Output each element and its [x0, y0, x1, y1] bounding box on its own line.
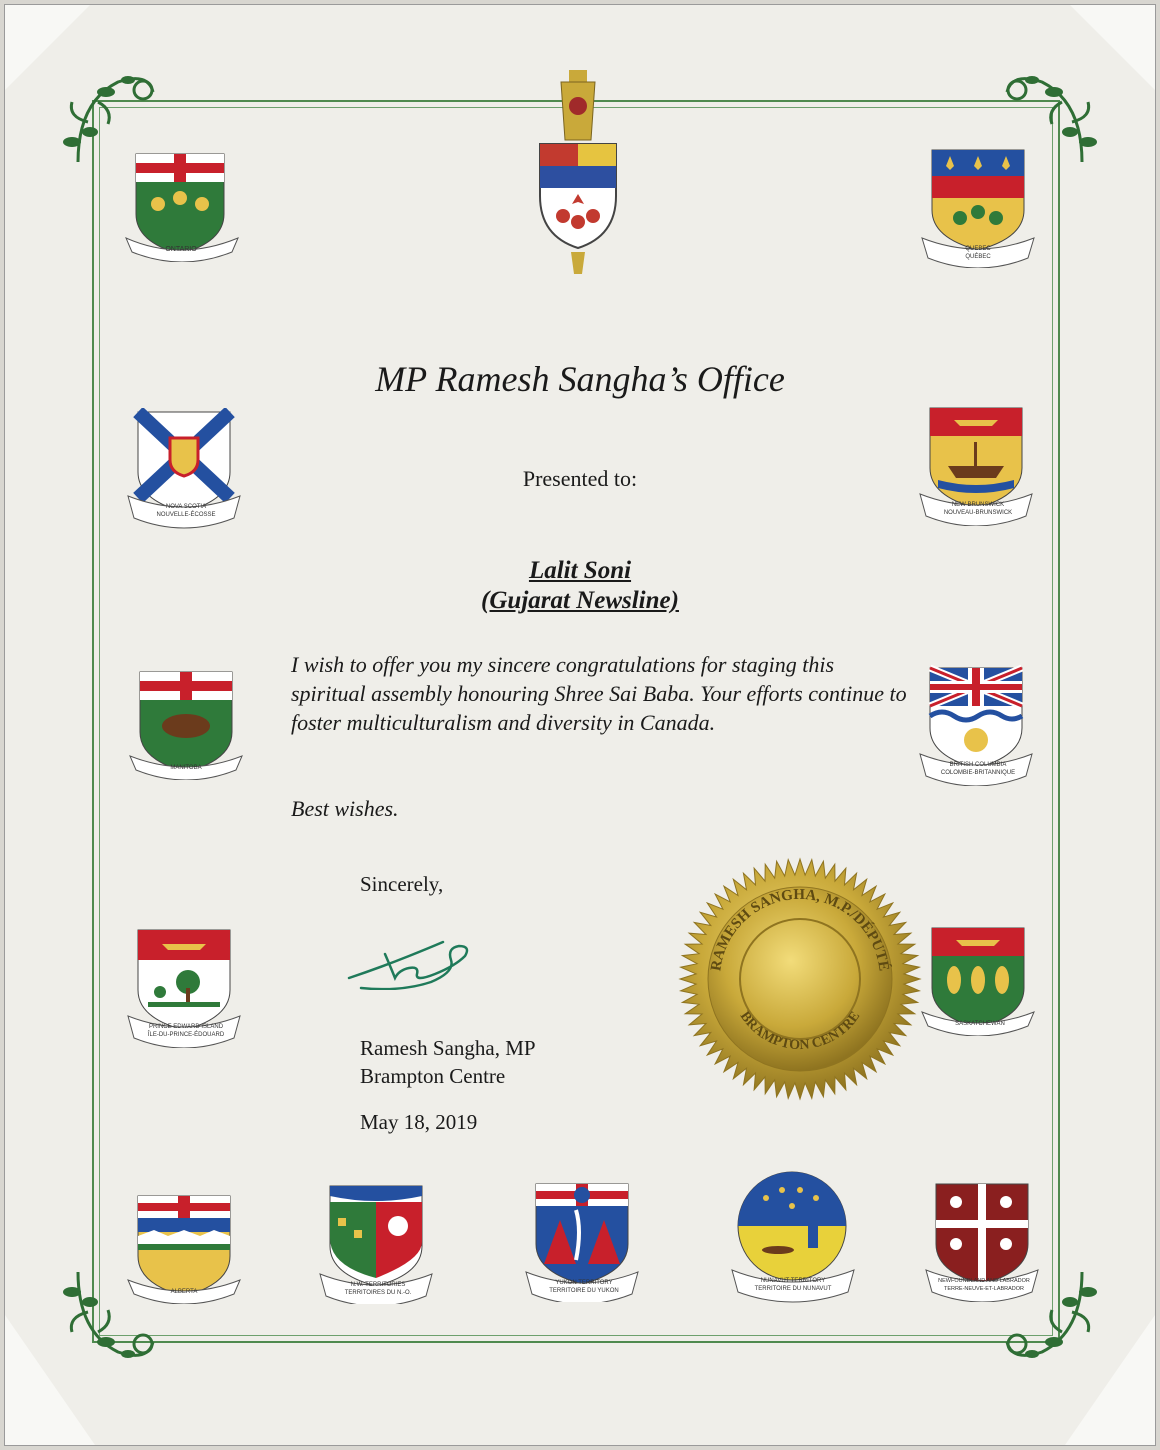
signer-block	[360, 1034, 536, 1090]
svg-text:PRINCE EDWARD ISLAND: PRINCE EDWARD ISLAND	[148, 1024, 224, 1030]
svg-text:ONTARIO: ONTARIO	[165, 246, 197, 253]
svg-text:YUKON TERRITORY: YUKON TERRITORY	[555, 1280, 613, 1286]
british-columbia-shield-icon	[918, 664, 1034, 786]
signer-name: Ramesh Sangha, MP	[360, 1036, 536, 1060]
svg-text:QUEBEC: QUEBEC	[965, 246, 991, 252]
crest-british-columbia	[918, 664, 1028, 784]
svg-text:N.W. TERRITORIES: N.W. TERRITORIES	[350, 1282, 406, 1288]
crest-prince-edward-island	[126, 926, 236, 1046]
svg-text:RAMESH SANGHA, M.P./DÉPUTÉ: RAMESH SANGHA, M.P./DÉPUTÉ	[708, 886, 892, 973]
svg-text:BRITISH COLUMBIA: BRITISH COLUMBIA	[949, 762, 1007, 768]
alberta-shield-icon	[126, 1192, 242, 1304]
crest-saskatchewan	[920, 924, 1030, 1044]
svg-text:TERRE-NEUVE-ET-LABRADOR: TERRE-NEUVE-ET-LABRADOR	[943, 1286, 1025, 1292]
crest-new-brunswick	[918, 404, 1028, 524]
svg-text:NUNAVUT TERRITORY: NUNAVUT TERRITORY	[760, 1278, 826, 1284]
svg-text:NOVA SCOTIA: NOVA SCOTIA	[165, 504, 207, 510]
canada-coat-of-arms-icon	[535, 66, 621, 282]
gold-seal	[678, 857, 922, 1101]
crest-newfoundland-labrador	[924, 1180, 1034, 1300]
crest-nunavut	[730, 1168, 858, 1304]
crest-northwest-territories	[318, 1182, 428, 1302]
svg-text:ALBERTA: ALBERTA	[170, 1289, 198, 1295]
svg-text:NOUVELLE-ÉCOSSE: NOUVELLE-ÉCOSSE	[156, 512, 216, 518]
crest-alberta	[126, 1192, 236, 1312]
svg-text:BRAMPTON CENTRE: BRAMPTON CENTRE	[736, 1009, 864, 1054]
certificate-date: May 18, 2019	[360, 1110, 478, 1134]
svg-text:TERRITOIRE DU NUNAVUT: TERRITOIRE DU NUNAVUT	[754, 1286, 832, 1292]
svg-text:COLOMBIE-BRITANNIQUE: COLOMBIE-BRITANNIQUE	[940, 770, 1016, 776]
presented-to-label: Presented to:	[522, 466, 638, 491]
crest-quebec	[920, 146, 1030, 266]
recipient-name: Lalit Soni	[528, 557, 632, 584]
svg-text:SASKATCHEWAN: SASKATCHEWAN	[955, 1021, 1005, 1027]
svg-text:TERRITOIRE DU YUKON: TERRITOIRE DU YUKON	[549, 1288, 619, 1294]
recipient-block	[0, 556, 1160, 616]
certificate-title: MP Ramesh Sangha’s Office	[375, 359, 785, 399]
svg-text:NEW BRUNSWICK: NEW BRUNSWICK	[951, 502, 1005, 508]
yukon-shield-icon	[524, 1180, 640, 1302]
svg-text:TERRITOIRES DU N.-O.: TERRITOIRES DU N.-O.	[344, 1290, 412, 1296]
recipient-organization: (Gujarat Newsline)	[481, 587, 679, 614]
manitoba-shield-icon	[128, 668, 244, 780]
pei-shield-icon	[126, 926, 242, 1048]
new-brunswick-shield-icon	[918, 404, 1034, 526]
crest-ontario	[124, 150, 234, 270]
svg-text:QUÉBEC: QUÉBEC	[965, 254, 991, 260]
closing-wish: Best wishes.	[291, 796, 399, 821]
nunavut-shield-icon	[730, 1168, 858, 1304]
crest-yukon	[524, 1180, 634, 1300]
svg-text:ÎLE-DU-PRINCE-ÉDOUARD: ÎLE-DU-PRINCE-ÉDOUARD	[147, 1032, 225, 1038]
svg-text:NEWFOUNDLAND AND LABRADOR: NEWFOUNDLAND AND LABRADOR	[938, 1278, 1030, 1284]
signature	[345, 930, 505, 990]
ontario-shield-icon	[124, 150, 240, 262]
svg-text:NOUVEAU-BRUNSWICK: NOUVEAU-BRUNSWICK	[943, 510, 1013, 516]
saskatchewan-shield-icon	[920, 924, 1036, 1036]
svg-text:MANITOBA: MANITOBA	[170, 765, 202, 771]
nwt-shield-icon	[318, 1182, 434, 1304]
signer-riding: Brampton Centre	[360, 1064, 506, 1088]
sign-off: Sincerely,	[360, 872, 444, 896]
congratulations-message: I wish to offer you my sincere congratulations for staging this spiritual assembly honouring Shree Sai Baba. Your efforts continue to foster multiculturalism and diversity in Canada.	[291, 652, 907, 735]
crest-manitoba	[128, 668, 238, 788]
quebec-shield-icon	[920, 146, 1036, 268]
newfoundland-shield-icon	[924, 1180, 1040, 1302]
